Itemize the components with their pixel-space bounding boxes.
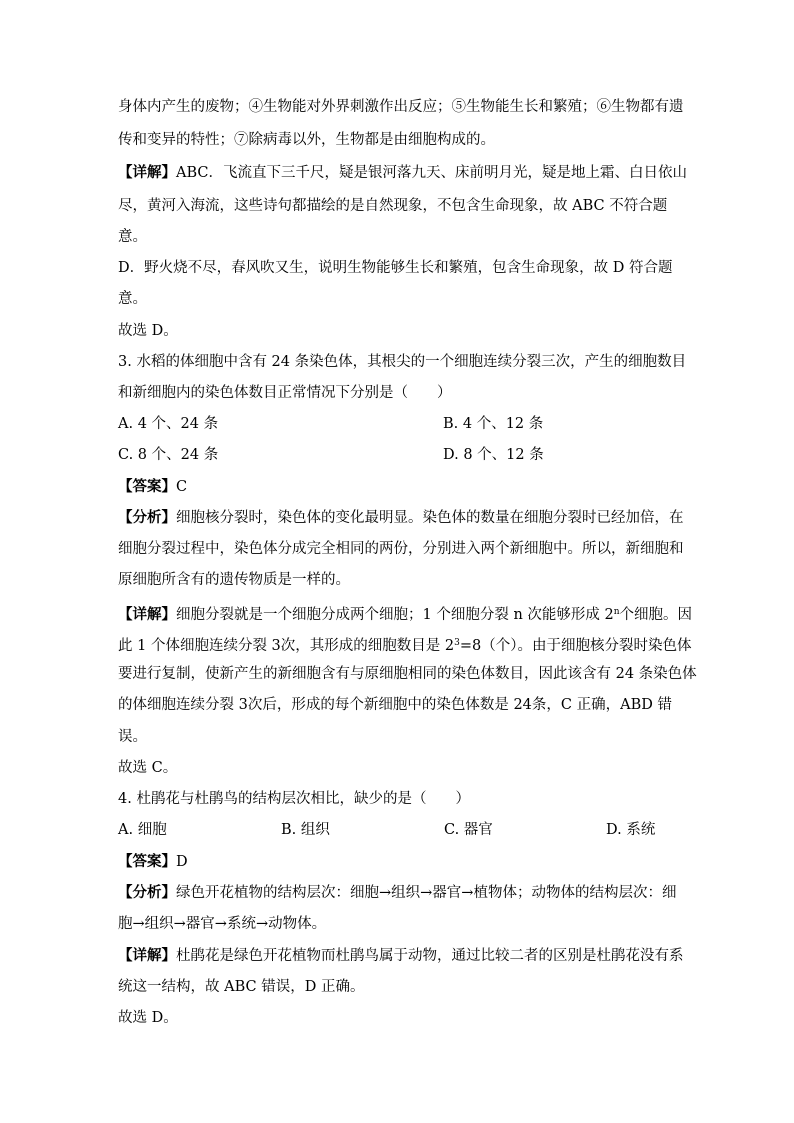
question-4-detail xyxy=(118,946,684,966)
question-3-answer xyxy=(118,477,187,497)
detail-tag: 【详解】 xyxy=(118,947,176,964)
question-4-analysis xyxy=(118,883,676,903)
text-line: 胞→组织→器官→系统→动物体。 xyxy=(118,916,327,932)
choice-line: 故选 D。 xyxy=(118,1010,178,1026)
question-3-analysis xyxy=(118,508,684,528)
text-line xyxy=(118,633,691,656)
answer-value: C xyxy=(176,479,188,495)
analysis-tag: 【分析】 xyxy=(118,509,176,526)
choice-line: 故选 C。 xyxy=(118,760,178,776)
text-line: 统这一结构，故 ABC 错误，D 正确。 xyxy=(118,979,365,995)
question-3-detail xyxy=(118,602,692,625)
exponent: n xyxy=(613,607,620,617)
text-line: 意。 xyxy=(118,229,147,245)
question-4-option-c: C. 器官 xyxy=(444,822,493,838)
text-line: 的体细胞连续分裂 3次后，形成的每个新细胞中的染色体数是 24条，C 正确，ABD 错 xyxy=(118,697,672,713)
text-line: 要进行复制，使新产生的新细胞含有与原细胞相同的染色体数目，因此该含有 24 条染色体 xyxy=(118,666,697,682)
text-line: D．野火烧不尽，春风吹又生，说明生物能够生长和繁殖，包含生命现象，故 D 符合题 xyxy=(118,260,673,276)
text-line: 身体内产生的废物；④生物能对外界刺激作出反应；⑤生物能生长和繁殖；⑥生物都有遗 xyxy=(118,99,684,115)
detail-tag: 【详解】 xyxy=(118,164,176,181)
question-4-option-d: D. 系统 xyxy=(606,822,656,838)
detail-paragraph xyxy=(118,163,687,183)
analysis-tag: 【分析】 xyxy=(118,884,176,901)
question-4-option-b: B. 组织 xyxy=(281,822,330,838)
text-line: 误。 xyxy=(118,729,147,745)
text-line: 原细胞所含有的遗传物质是一样的。 xyxy=(118,572,350,588)
answer-value: D xyxy=(176,854,188,870)
answer-tag: 【答案】 xyxy=(118,478,176,495)
detail-text: 个细胞。因 xyxy=(619,607,693,623)
question-3-option-b: B. 4 个、12 条 xyxy=(443,416,544,432)
question-3-stem: 和新细胞内的染色体数目正常情况下分别是（ ） xyxy=(118,385,452,401)
analysis-text: 细胞核分裂时，染色体的变化最明显。染色体的数量在细胞分裂时已经加倍，在 xyxy=(176,510,684,526)
detail-text: ABC．飞流直下三千尺，疑是银河落九天、床前明月光，疑是地上霜、白日依山 xyxy=(176,165,687,181)
detail-tag: 【详解】 xyxy=(118,606,176,623)
text-line: 意。 xyxy=(118,291,147,307)
question-3-option-d: D. 8 个、12 条 xyxy=(443,447,544,463)
answer-tag: 【答案】 xyxy=(118,853,176,870)
question-4-stem: 4. 杜鹃花与杜鹃鸟的结构层次相比，缺少的是（ ） xyxy=(118,791,470,807)
question-3-option-c: C. 8 个、24 条 xyxy=(118,447,219,463)
question-3-option-a: A. 4 个、24 条 xyxy=(118,416,219,432)
text-line: 细胞分裂过程中，染色体分成完全相同的两份，分别进入两个新细胞中。所以，新细胞和 xyxy=(118,541,684,557)
question-3-stem: 3. 水稻的体细胞中含有 24 条染色体，其根尖的一个细胞连续分裂三次，产生的细胞数目 xyxy=(118,354,687,370)
detail-text: =8（个）。由于细胞核分裂时染色体 xyxy=(459,638,692,654)
detail-text: 细胞分裂就是一个细胞分成两个细胞；1 个细胞分裂 n 次能够形成 2 xyxy=(176,607,614,623)
detail-text: 此 1 个体细胞连续分裂 3次，其形成的细胞数目是 2 xyxy=(118,638,455,654)
question-4-option-a: A. 细胞 xyxy=(118,822,167,838)
choice-line: 故选 D。 xyxy=(118,323,178,339)
question-4-answer xyxy=(118,852,188,872)
analysis-text: 绿色开花植物的结构层次：细胞→组织→器官→植物体；动物体的结构层次：细 xyxy=(176,885,677,901)
exponent: 3 xyxy=(454,638,460,648)
text-line: 尽，黄河入海流，这些诗句都描绘的是自然现象，不包含生命现象，故 ABC 不符合题 xyxy=(118,198,668,214)
text-line: 传和变异的特性；⑦除病毒以外，生物都是由细胞构成的。 xyxy=(118,132,495,148)
detail-text: 杜鹃花是绿色开花植物而杜鹃鸟属于动物，通过比较二者的区别是杜鹃花没有系 xyxy=(176,948,684,964)
